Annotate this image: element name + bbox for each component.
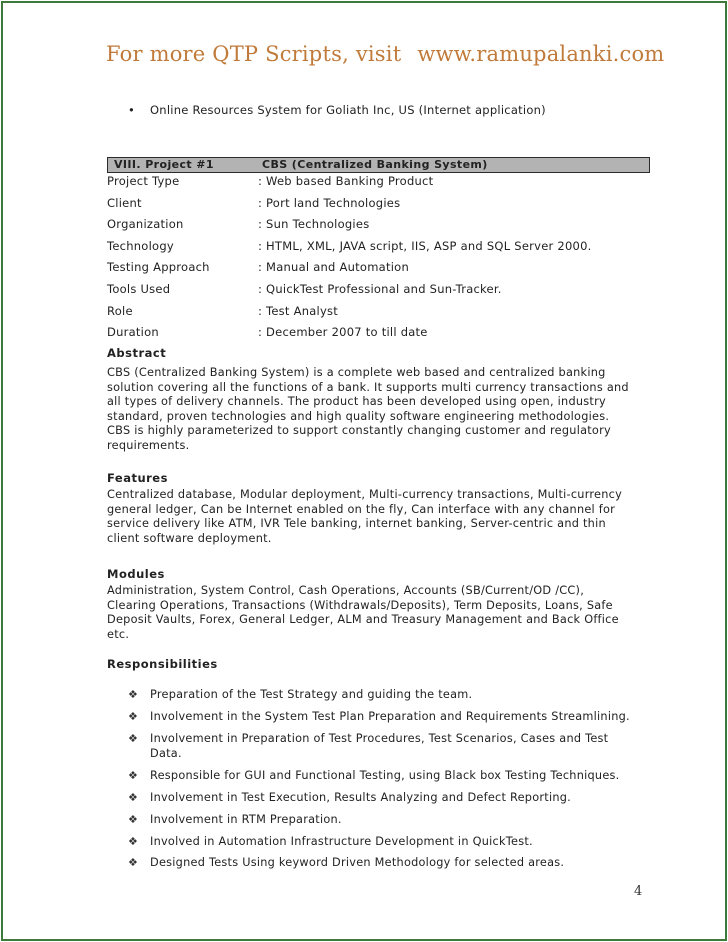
detail-key: Tools Used bbox=[107, 281, 171, 296]
modules-line: Clearing Operations, Transactions (Withdrawals/Deposits), Term Deposits, Loans, Safe bbox=[107, 598, 613, 612]
detail-key: Client bbox=[107, 195, 142, 210]
list-item-text bbox=[150, 835, 650, 850]
detail-value: : HTML, XML, JAVA script, IIS, ASP and SQL Server 2000. bbox=[258, 238, 592, 253]
detail-value: : Web based Banking Product bbox=[258, 174, 434, 188]
list-item-text bbox=[150, 688, 650, 703]
features-line: service delivery like ATM, IVR Tele banking, internet banking, Server-centric and thin bbox=[107, 517, 606, 531]
diamond-bullet-icon: ❖ bbox=[128, 812, 139, 826]
detail-key: Project Type bbox=[107, 174, 180, 188]
detail-key: Testing Approach bbox=[107, 260, 210, 275]
list-item-text bbox=[150, 856, 650, 871]
detail-key: Organization bbox=[107, 217, 184, 232]
abstract-line: CBS is highly parameterized to support constantly changing customer and regulatory bbox=[107, 424, 611, 438]
detail-value: : December 2007 to till date bbox=[258, 325, 428, 340]
list-item-line: Involvement in Test Execution, Results Analyzing and Defect Reporting. bbox=[150, 790, 572, 804]
modules-line: Deposit Vaults, Forex, General Ledger, ALM and Treasury Management and Back Office bbox=[107, 613, 619, 627]
abstract-line: all types of delivery channels. The product has been developed using open, industry bbox=[107, 395, 606, 409]
list-item-text bbox=[150, 813, 650, 828]
list-item-line: Designed Tests Using keyword Driven Methodology for selected areas. bbox=[150, 856, 565, 870]
diamond-bullet-icon: ❖ bbox=[128, 856, 139, 870]
list-item bbox=[128, 710, 650, 725]
list-item bbox=[128, 813, 650, 828]
responsibilities-heading: Responsibilities bbox=[107, 657, 218, 671]
responsibilities-list bbox=[128, 688, 650, 878]
header-promo bbox=[106, 42, 664, 66]
list-item bbox=[128, 856, 650, 871]
list-item bbox=[128, 688, 650, 703]
detail-value: : Test Analyst bbox=[258, 303, 339, 318]
list-item-text bbox=[150, 732, 650, 761]
top-bullet-item bbox=[128, 103, 546, 117]
abstract-text bbox=[107, 366, 652, 454]
detail-value: : Manual and Automation bbox=[258, 260, 409, 275]
project-number: VIII. Project #1 bbox=[114, 158, 214, 171]
list-item bbox=[128, 732, 650, 761]
abstract-line: solution covering all the functions of a bank. It supports multi currency transactions and bbox=[107, 380, 629, 394]
header-prefix: For more QTP Scripts, visit bbox=[106, 42, 402, 66]
list-item-line: Involvement in Preparation of Test Procedures, Test Scenarios, Cases and Test bbox=[150, 731, 609, 745]
list-item-text bbox=[150, 791, 650, 806]
top-bullet-text: Online Resources System for Goliath Inc, US (Internet application) bbox=[150, 103, 546, 117]
detail-key: Duration bbox=[107, 325, 159, 340]
diamond-bullet-icon: ❖ bbox=[128, 731, 139, 745]
list-item bbox=[128, 835, 650, 850]
features-line: client software deployment. bbox=[107, 531, 272, 545]
abstract-line: requirements. bbox=[107, 438, 190, 452]
features-line: Centralized database, Modular deployment, Multi-currency transactions, Multi-currency bbox=[107, 488, 623, 501]
detail-value: : Sun Technologies bbox=[258, 217, 370, 232]
abstract-line: standard, proven technologies and high quality software engineering methodologies. bbox=[107, 409, 610, 423]
diamond-bullet-icon: ❖ bbox=[128, 834, 139, 848]
modules-text bbox=[107, 584, 652, 642]
diamond-bullet-icon: ❖ bbox=[128, 768, 139, 782]
detail-key: Role bbox=[107, 303, 133, 318]
modules-line: etc. bbox=[107, 627, 130, 641]
modules-line: Administration, System Control, Cash Operations, Accounts (SB/Current/OD /CC), bbox=[107, 584, 585, 597]
features-line: general ledger, Can be Internet enabled on the fly, Can interface with any channel for bbox=[107, 502, 616, 516]
features-heading: Features bbox=[107, 471, 168, 485]
diamond-bullet-icon: ❖ bbox=[128, 709, 139, 723]
header-url[interactable]: www.ramupalanki.com bbox=[417, 42, 665, 66]
list-item bbox=[128, 791, 650, 806]
abstract-heading: Abstract bbox=[107, 346, 167, 360]
detail-key: Technology bbox=[107, 238, 174, 253]
diamond-bullet-icon: ❖ bbox=[128, 790, 139, 804]
list-item-line: Involvement in the System Test Plan Preparation and Requirements Streamlining. bbox=[150, 709, 630, 723]
detail-value: : Port land Technologies bbox=[258, 195, 401, 210]
list-item-line: Data. bbox=[150, 746, 182, 760]
abstract-line: CBS (Centralized Banking System) is a complete web based and centralized banking bbox=[107, 366, 606, 379]
modules-heading: Modules bbox=[107, 567, 165, 581]
detail-value: : QuickTest Professional and Sun-Tracker. bbox=[258, 281, 502, 296]
list-item bbox=[128, 769, 650, 784]
project-heading-bar bbox=[107, 157, 650, 173]
list-item-text bbox=[150, 769, 650, 784]
diamond-bullet-icon: ❖ bbox=[128, 688, 139, 701]
list-item-line: Involvement in RTM Preparation. bbox=[150, 812, 342, 826]
bullet-dot-icon: • bbox=[128, 103, 136, 117]
list-item-line: Involved in Automation Infrastructure Development in QuickTest. bbox=[150, 834, 533, 848]
list-item-text bbox=[150, 710, 650, 725]
features-text bbox=[107, 488, 652, 546]
page-number: 4 bbox=[634, 884, 643, 899]
list-item-line: Responsible for GUI and Functional Testing, using Black box Testing Techniques. bbox=[150, 768, 620, 782]
project-title: CBS (Centralized Banking System) bbox=[262, 158, 488, 171]
list-item-line: Preparation of the Test Strategy and guiding the team. bbox=[150, 688, 473, 701]
